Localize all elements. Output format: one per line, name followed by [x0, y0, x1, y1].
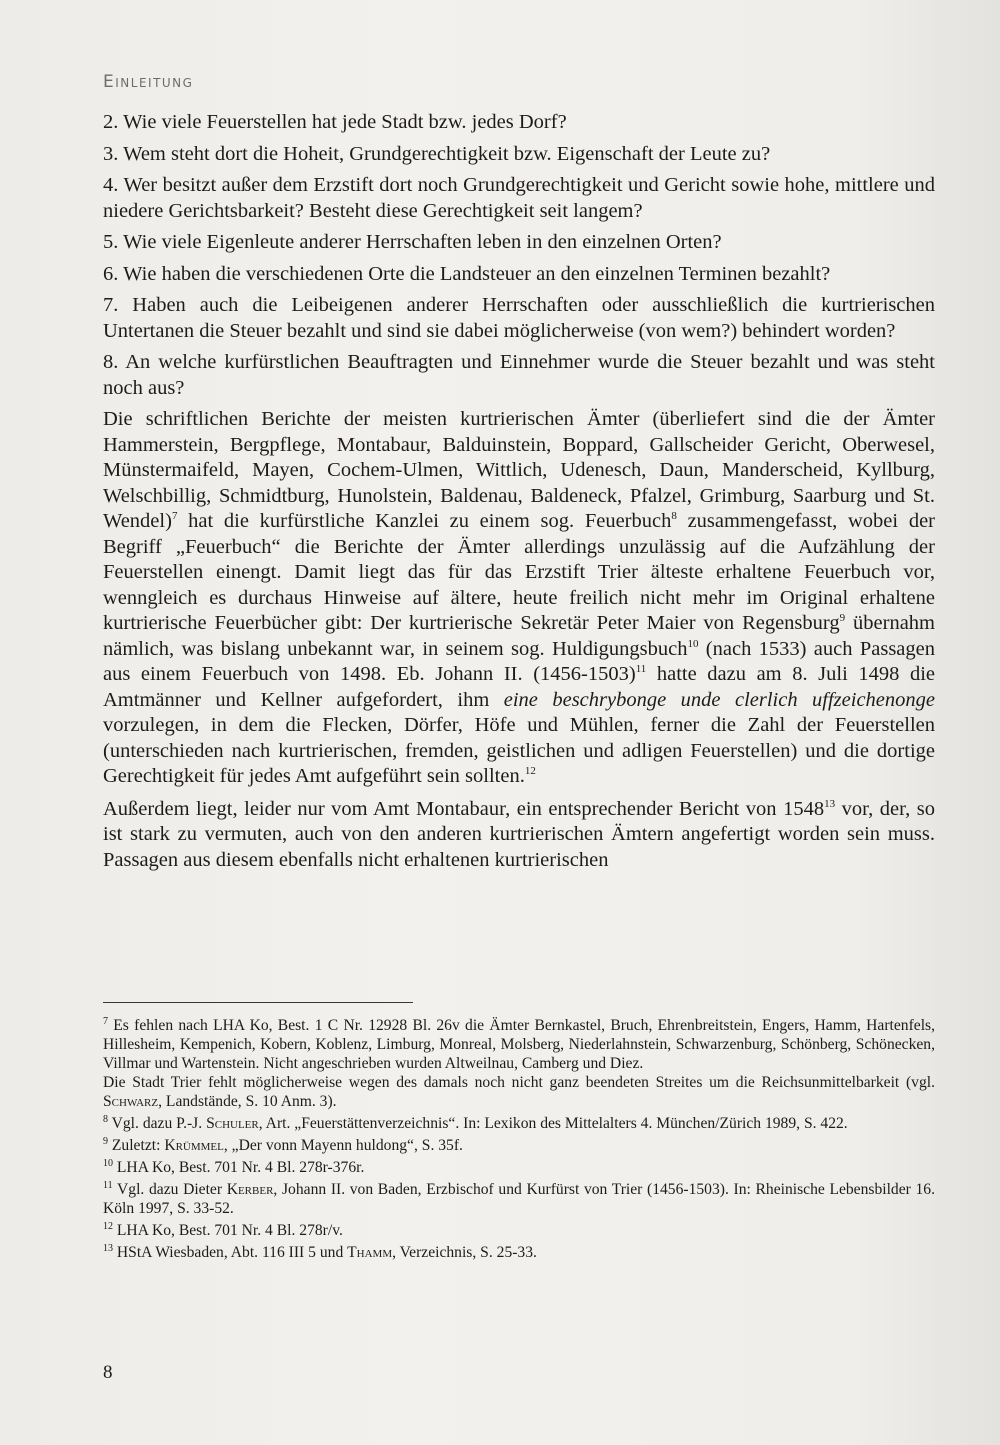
footnote-number: 7 [103, 1015, 108, 1027]
footnote-10 [103, 1158, 935, 1177]
footnote-ref-12[interactable]: 12 [524, 765, 536, 778]
author-name: Thamm [347, 1244, 393, 1261]
footnote-number: 12 [103, 1220, 113, 1232]
footnote-ref-13[interactable]: 13 [824, 797, 836, 810]
footnote-number: 9 [103, 1135, 108, 1147]
author-name: Kerber [226, 1181, 274, 1198]
footnote-ref-7[interactable]: 7 [171, 510, 178, 523]
footnote-text: , Art. „Feuerstättenverzeichnis“. In: Lexikon des Mittelalters 4. München/Zürich 1989, S. 422. [258, 1115, 848, 1132]
question-2: 2. Wie viele Feuerstellen hat jede Stadt bzw. jedes Dorf? [103, 111, 567, 133]
text-segment: hat die kurfürstliche Kanzlei zu einem sog. Feuerbuch [177, 510, 672, 532]
footnote-7 [103, 1016, 935, 1111]
footnote-text: HStA Wiesbaden, Abt. 116 III 5 und [116, 1244, 348, 1261]
question-7: 7. Haben auch die Leibeigenen anderer Herrschaften oder ausschließlich die kurtrierischen Untertanen die Steuer bezahlt und sind sie dabei möglicherweise (von wem?) behindert worden? [103, 294, 935, 342]
footnote-number: 10 [103, 1157, 113, 1169]
footnote-number: 8 [103, 1113, 108, 1125]
question-4: 4. Wer besitzt außer dem Erzstift dort noch Grundgerechtigkeit und Gericht sowie hohe, mittlere und niedere Gerichtsbarkeit? Besteht diese Gerechtigkeit seit langem? [103, 174, 935, 222]
footnote-9 [103, 1136, 935, 1155]
author-name: Krümmel [164, 1137, 224, 1154]
body-text [103, 110, 935, 880]
footnotes [103, 1016, 935, 1265]
quoted-source-italic: eine beschrybonge unde clerlich uffzeichenonge [503, 688, 935, 711]
footnote-11 [103, 1180, 935, 1218]
text-segment: vorzulegen, in dem die Flecken, Dörfer, Höfe und Mühlen, ferner die Zahl der Feuerstellen (unterschieden nach kurtrierischen, fremden, geistlichen und adligen Feuerstellen) und die dortige Gerechtigkeit für jedes Amt aufgeführt sein sollten. [103, 714, 935, 787]
footnote-rule [103, 1002, 413, 1003]
footnote-text: Die Stadt Trier fehlt möglicherweise wegen des damals noch nicht ganz beendeten Streites um die Reichsunmittelbarkeit (vgl. [103, 1074, 935, 1091]
footnote-text: LHA Ko, Best. 701 Nr. 4 Bl. 278r-376r. [116, 1159, 365, 1176]
footnote-ref-10[interactable]: 10 [687, 637, 699, 650]
footnote-text: , Johann II. von Baden, Erzbischof und Kurfürst von Trier (1456-1503). In: Rheinische Lebensbilder 16. Köln 1997, S. 33-52. [103, 1181, 935, 1217]
text-segment: Außerdem liegt, leider nur vom Amt Montabaur, ein entsprechender Bericht von 1548 [103, 797, 825, 820]
footnote-text: Vgl. dazu P.-J. [111, 1115, 207, 1132]
text-segment: hatte dazu am 8. Juli 1498 die Amtmänner und Kellner aufgefordert, ihm [103, 663, 935, 711]
text-segment: zusammengefasst, wobei der Begriff „Feuerbuch“ die Berichte der Ämter allerdings unzulässig auf die Aufzählung der Feuerstellen einengt. Damit liegt das für das Erzstift Trier älteste erhaltene Feuerbuch vor, wenngleich es durchaus Hinweise auf ältere, heute freilich nicht mehr im Original erhaltene kurtrierische Feuerbücher gibt: Der kurtrierische Sekretär Peter Maier von Regensburg [103, 510, 935, 634]
text-segment: (nach 1533) auch Passagen aus einem Feuerbuch von 1498. Eb. Johann II. (1456-1503) [103, 637, 935, 685]
text-segment: vor, der, so ist stark zu vermuten, auch von den anderen kurtrierischen Ämtern angefertigt worden sein muss. Passagen aus diesem ebenfalls nicht erhaltenen kurtrierischen [103, 797, 935, 871]
text-segment: Die schriftlichen Berichte der meisten kurtrierischen Ämter (überliefert sind die der Ämter Hammerstein, Bergpflege, Montabaur, Balduinstein, Boppard, Gallscheider Gericht, Oberwesel, Münstermaifeld, Mayen, Cochem-Ulmen, Wittlich, Udenesch, Daun, Manderscheid, Kyllburg, Welschbillig, Schmidtburg, Hunolstein, Baldenau, Baldeneck, Pfalzel, Grimburg, Saarburg und St. Wendel) [103, 408, 935, 532]
question-8: 8. An welche kurfürstlichen Beauftragten und Einnehmer wurde die Steuer bezahlt und was steht noch aus? [103, 351, 935, 399]
footnote-number: 13 [103, 1242, 113, 1254]
footnote-8 [103, 1114, 935, 1133]
footnote-number: 11 [103, 1179, 113, 1191]
question-5: 5. Wie viele Eigenleute anderer Herrschaften leben in den einzelnen Orten? [103, 231, 722, 253]
text-segment: übernahm nämlich, was bislang unbekannt war, in seinem sog. Huldigungsbuch [103, 612, 935, 660]
question-3: 3. Wem steht dort die Hoheit, Grundgerechtigkeit bzw. Eigenschaft der Leute zu? [103, 142, 771, 165]
footnote-text: Zuletzt: [111, 1137, 165, 1154]
footnote-text: , Landstände, S. 10 Anm. 3). [158, 1093, 337, 1110]
paragraph-montabaur [103, 797, 935, 874]
author-name: Schuler [206, 1115, 259, 1132]
footnote-ref-8[interactable]: 8 [671, 510, 677, 523]
footnote-13 [103, 1243, 935, 1262]
paragraph-feuerbuch [103, 407, 935, 790]
author-name: Schwarz [103, 1093, 159, 1110]
question-6: 6. Wie haben die verschiedenen Orte die Landsteuer an den einzelnen Terminen bezahlt? [103, 262, 831, 285]
footnote-text: Es fehlen nach LHA Ko, Best. 1 C Nr. 12928 Bl. 26v die Ämter Bernkastel, Bruch, Ehrenbreitstein, Engers, Hamm, Hartenfels, Hillesheim, Kempenich, Kobern, Koblenz, Limburg, Monreal, Molsberg, Niederlahnstein, Schwarzenburg, Schönberg, Schönecken, Villmar und Wartenstein. Nicht angeschrieben wurden Altweilnau, Camberg und Diez. [103, 1017, 935, 1072]
footnote-text: Vgl. dazu Dieter [117, 1181, 227, 1198]
running-head: Einleitung [103, 72, 194, 92]
footnote-ref-11[interactable]: 11 [635, 663, 647, 676]
footnote-12 [103, 1221, 935, 1240]
footnote-text: , „Der vonn Mayenn huldong“, S. 35f. [223, 1137, 463, 1154]
footnote-text: LHA Ko, Best. 701 Nr. 4 Bl. 278r/v. [116, 1222, 343, 1239]
page-number: 8 [103, 1362, 113, 1383]
footnote-text: , Verzeichnis, S. 25-33. [392, 1244, 537, 1261]
footnote-ref-9[interactable]: 9 [839, 612, 846, 625]
